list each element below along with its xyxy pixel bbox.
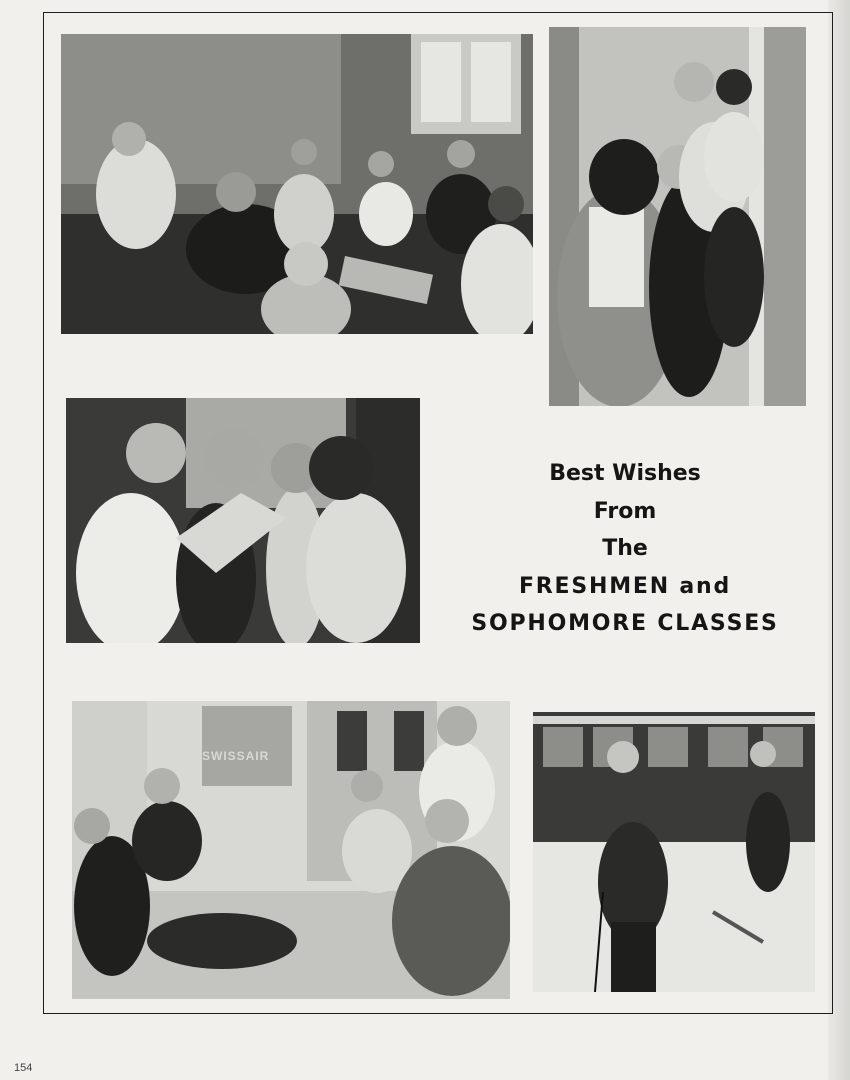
photo-floor-group bbox=[72, 701, 510, 999]
swissair-sign: SWISSAIR bbox=[202, 749, 270, 763]
caption-line-sophomore: SOPHOMORE CLASSES bbox=[471, 611, 779, 636]
caption-line-the: The bbox=[602, 536, 648, 561]
caption-line-best-wishes: Best Wishes bbox=[549, 461, 701, 486]
photo-doorway-group bbox=[549, 27, 806, 406]
caption-line-from: From bbox=[593, 498, 657, 524]
page-number: 154 bbox=[14, 1062, 33, 1074]
photo-reading-group bbox=[66, 398, 420, 643]
class-greeting-caption bbox=[440, 455, 810, 643]
photo-skiers-train bbox=[533, 712, 815, 992]
photo-lounge-group bbox=[61, 34, 533, 334]
caption-line-freshmen: FRESHMEN and bbox=[518, 573, 732, 599]
